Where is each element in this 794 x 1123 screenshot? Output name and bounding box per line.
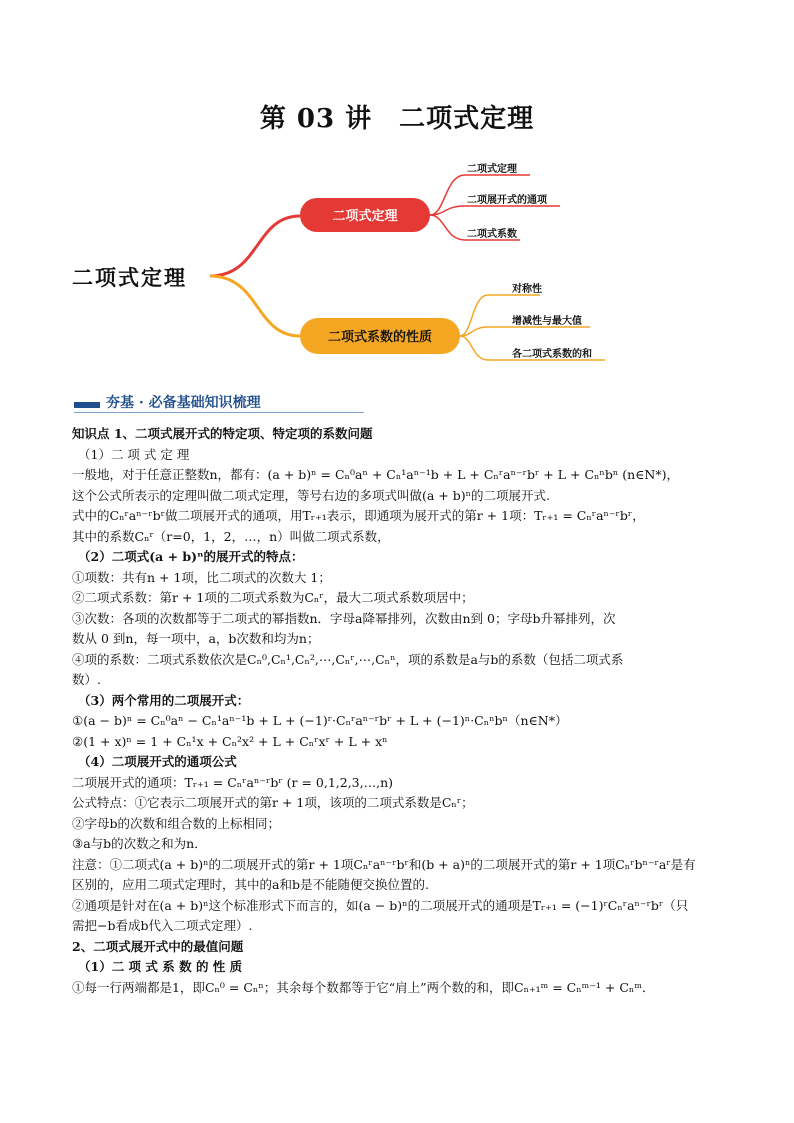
paragraph-line: ③次数：各项的次数都等于二项式的幂指数n．字母a降幂排列，次数由n到 0；字母b升幂排列，次 <box>72 610 616 626</box>
paragraph-line: ③a与b的次数之和为n． <box>72 836 207 851</box>
mindmap-leaf-general-term: 二项展开式的通项 <box>467 195 547 206</box>
subheading-coefficient-properties: （1）二 项 式 系 数 的 性 质 <box>78 959 243 974</box>
knowledge-point-heading: 知识点 1、二项式展开式的特定项、特定项的系数问题 <box>72 426 373 441</box>
note-line: 区别的，应用二项式定理时，其中的a和b是不能随便交换位置的. <box>72 877 429 892</box>
mindmap-root-label: 二项式定理 <box>72 266 187 290</box>
mindmap-leaf-symmetry: 对称性 <box>512 284 542 295</box>
paragraph-line: 数从 0 到n，每一项中，a，b次数和均为n； <box>72 631 320 646</box>
paragraph-line: ②字母b的次数和组合数的上标相同； <box>72 815 281 831</box>
note-line: 需把−b看成b代入二项式定理）. <box>72 918 253 933</box>
section-bar-decoration <box>74 402 100 408</box>
paragraph-line: 公式特点：①它表示二项展开式的第r + 1项，该项的二项式系数是Cₙʳ； <box>72 795 474 810</box>
paragraph-line: ①项数：共有n + 1项，比二项式的次数大 1； <box>72 569 331 585</box>
formula-line: 二项展开式的通项：Tᵣ₊₁ = Cₙʳaⁿ⁻ʳbʳ (r = 0,1,2,3,…,n) <box>72 774 394 790</box>
subheading-general-term: （4）二项展开式的通项公式 <box>78 754 237 769</box>
mindmap-connector-2 <box>210 276 300 336</box>
mind-map <box>60 150 620 380</box>
formula-line: ①(a − b)ⁿ = Cₙ⁰aⁿ − Cₙ¹aⁿ⁻¹b + L + (−1)ʳ·Cₙʳaⁿ⁻ʳbʳ + L + (−1)ⁿ·Cₙⁿbⁿ（n∈N*） <box>72 713 568 728</box>
document-body <box>72 424 732 998</box>
section-title: 夯基 · 必备基础知识梳理 <box>106 395 261 411</box>
paragraph-line: 一般地，对于任意正整数n，都有：(a + b)ⁿ = Cₙ⁰aⁿ + Cₙ¹aⁿ⁻¹b + L + Cₙʳaⁿ⁻ʳbʳ + L + Cₙⁿbⁿ (n∈N*)， <box>72 467 679 482</box>
section-header <box>74 392 364 414</box>
mindmap-branch-1-label: 二项式定理 <box>332 209 398 224</box>
paragraph-line: ①每一行两端都是1，即Cₙ⁰ = Cₙⁿ；其余每个数都等于它“肩上”两个数的和，即Cₙ₊₁ᵐ = Cₙᵐ⁻¹ + Cₙᵐ． <box>72 979 655 995</box>
mindmap-leaf-monotonicity-max: 增减性与最大值 <box>512 316 582 327</box>
subheading-common-expansions: （3）两个常用的二项展开式： <box>78 692 250 708</box>
mindmap-leaf-binomial-theorem: 二项式定理 <box>467 164 517 175</box>
paragraph-line: ④项的系数：二项式系数依次是Cₙ⁰,Cₙ¹,Cₙ²,⋯,Cₙʳ,⋯,Cₙⁿ，项的系数是a与b的系数（包括二项式系 <box>72 651 624 667</box>
note-line: ②通项是针对在(a + b)ⁿ这个标准形式下而言的，如(a − b)ⁿ的二项展开式的通项是Tᵣ₊₁ = (−1)ʳCₙʳaⁿ⁻ʳbʳ（只 <box>72 897 689 913</box>
paragraph-line: ②二项式系数：第r + 1项的二项式系数为Cₙʳ，最大二项式系数项居中； <box>72 590 474 605</box>
paragraph-line: 这个公式所表示的定理叫做二项式定理，等号右边的多项式叫做(a + b)ⁿ的二项展开式. <box>72 487 551 503</box>
knowledge-point-heading: 2、二项式展开式中的最值问题 <box>72 938 244 954</box>
paragraph-line: 其中的系数Cₙʳ（r=0，1，2，…，n）叫做二项式系数， <box>72 528 390 544</box>
mindmap-branch-2-label: 二项式系数的性质 <box>327 330 433 345</box>
mindmap-leaf-binomial-coefficient: 二项式系数 <box>467 229 517 240</box>
paragraph-line: 式中的Cₙʳaⁿ⁻ʳbʳ做二项展开式的通项，用Tᵣ₊₁表示，即通项为展开式的第r + 1项：Tᵣ₊₁ = Cₙʳaⁿ⁻ʳbʳ， <box>72 508 645 523</box>
paragraph-line: 数）. <box>72 672 101 687</box>
subheading-binomial-theorem: （1）二 项 式 定 理 <box>78 446 190 462</box>
mindmap-connector-1 <box>210 216 300 276</box>
note-line: 注意：①二项式(a + b)ⁿ的二项展开式的第r + 1项Cₙʳaⁿ⁻ʳbʳ和(b + a)ⁿ的二项展开式的第r + 1项Cₙʳbⁿ⁻ʳaʳ是有 <box>72 856 696 872</box>
formula-line: ②(1 + x)ⁿ = 1 + Cₙ¹x + Cₙ²x² + L + Cₙʳxʳ + L + xⁿ <box>72 733 388 749</box>
page-title: 第 03 讲 二项式定理 <box>259 104 535 134</box>
mindmap-leaf-coefficient-sum: 各二项式系数的和 <box>512 349 592 360</box>
section-underline <box>74 412 364 413</box>
subheading-features: （2）二项式(a + b)ⁿ的展开式的特点： <box>78 549 304 564</box>
